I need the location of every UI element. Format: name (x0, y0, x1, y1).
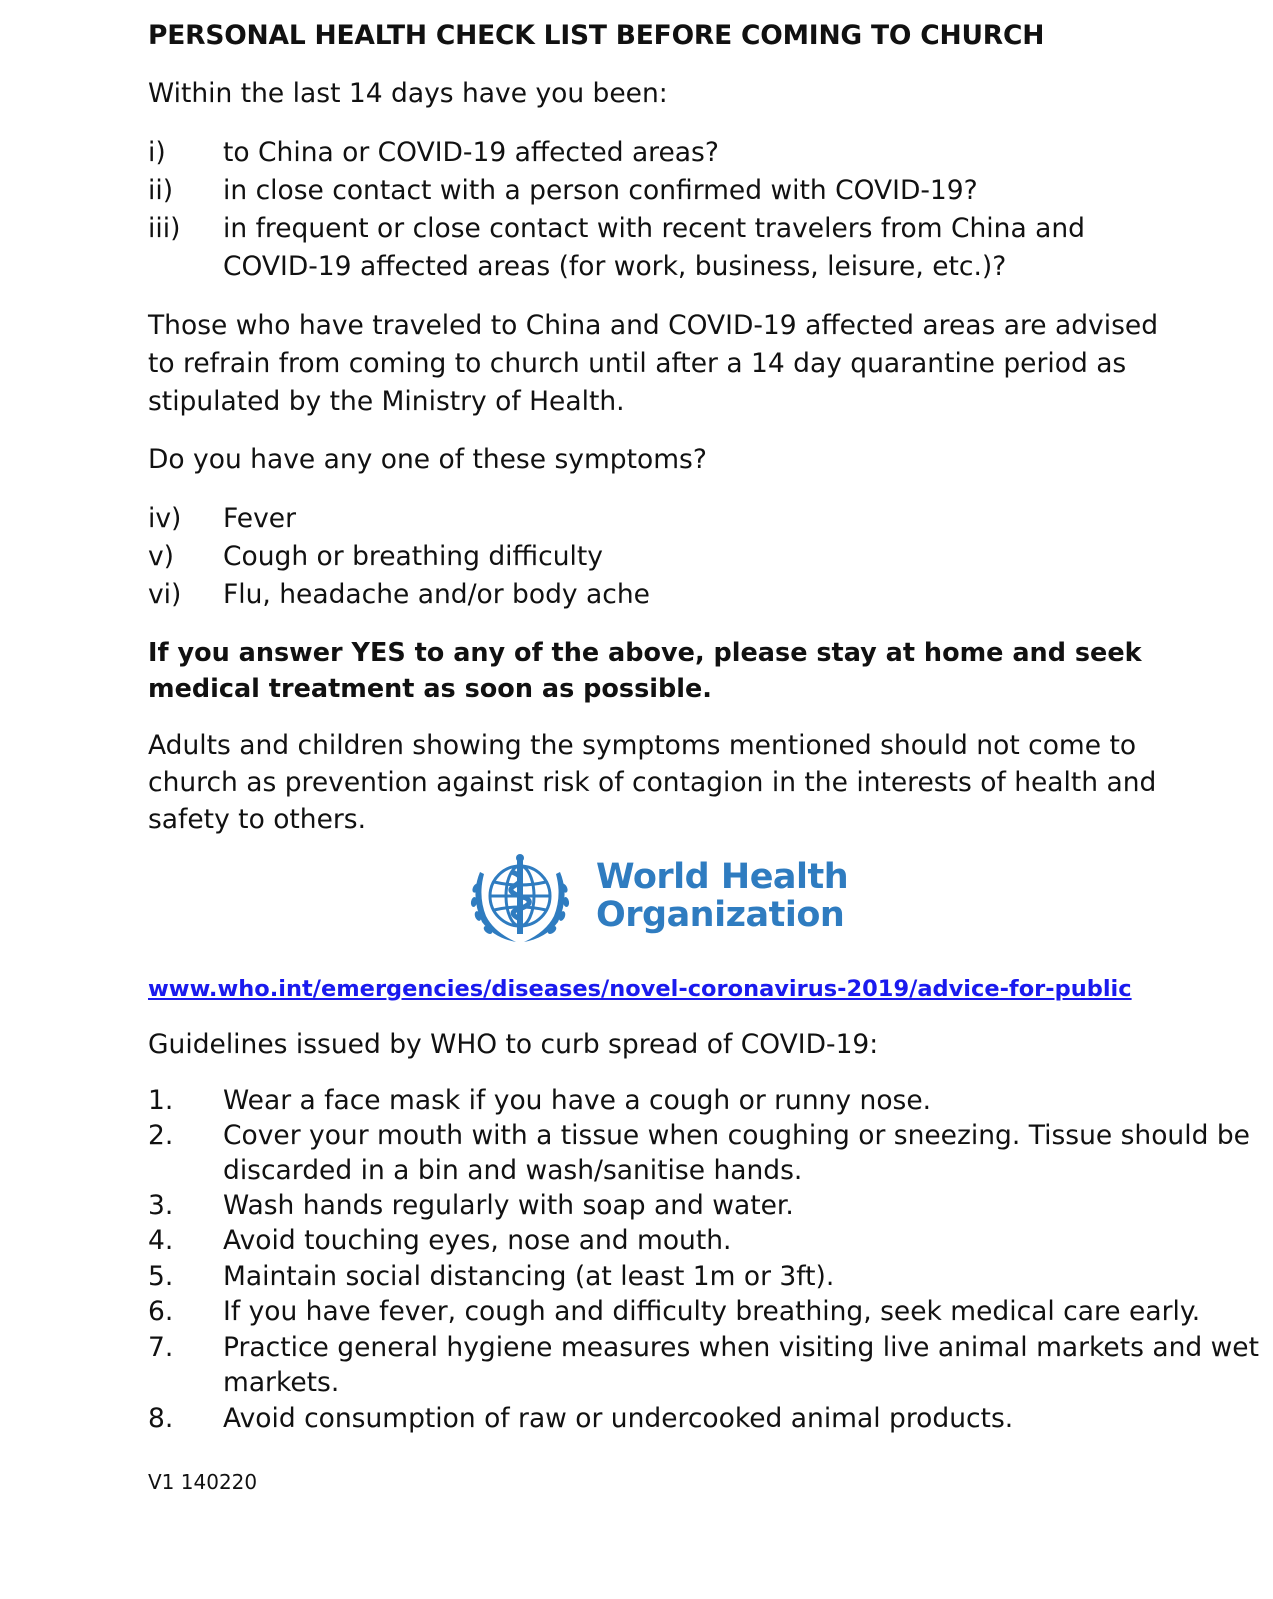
list-item-number: ii) (148, 175, 174, 206)
list-item-text: Maintain social distancing (at least 1m or 3ft). (223, 1261, 835, 1292)
list-item-text: to China or COVID-19 affected areas? (223, 137, 719, 168)
who-advice-link[interactable]: www.who.int/emergencies/diseases/novel-coronavirus-2019/advice-for-public (148, 976, 1132, 1002)
symptoms-question: Do you have any one of these symptoms? (148, 444, 707, 475)
list-item-number: 2. (148, 1120, 174, 1151)
list-item-number: iii) (148, 213, 181, 244)
list-item-number: 1. (148, 1085, 174, 1116)
list-item-text: Cover your mouth with a tissue when coughing or sneezing. Tissue should be (223, 1120, 1250, 1151)
list-item-number: iv) (148, 503, 182, 534)
warning-line: medical treatment as soon as possible. (148, 674, 712, 704)
prevention-note-line: church as prevention against risk of contagion in the interests of health and (148, 767, 1157, 798)
list-item-text: Practice general hygiene measures when visiting live animal markets and wet (223, 1332, 1259, 1363)
list-item-number: 6. (148, 1296, 174, 1327)
list-item-text: in frequent or close contact with recent travelers from China and (223, 213, 1085, 244)
list-item-number: 3. (148, 1190, 174, 1221)
list-item-text: Cough or breathing difficulty (223, 541, 603, 572)
version-label: V1 140220 (148, 1470, 258, 1494)
travel-advice-line: Those who have traveled to China and COVID-19 affected areas are advised (148, 310, 1159, 341)
list-item-number: 7. (148, 1332, 174, 1363)
list-item-text: markets. (223, 1367, 340, 1398)
who-logo-text (596, 858, 848, 934)
list-item-number: i) (148, 137, 166, 168)
list-item-text: If you have fever, cough and difficulty breathing, seek medical care early. (223, 1296, 1201, 1327)
list-item-text: in close contact with a person confirmed with COVID-19? (223, 175, 978, 206)
prevention-note-line: Adults and children showing the symptoms mentioned should not come to (148, 730, 1137, 761)
intro-question: Within the last 14 days have you been: (148, 78, 668, 109)
list-item-text: Avoid touching eyes, nose and mouth. (223, 1225, 732, 1256)
list-item-number: 8. (148, 1403, 174, 1434)
list-item-text: Wash hands regularly with soap and water. (223, 1190, 794, 1221)
travel-advice-line: to refrain from coming to church until after a 14 day quarantine period as (148, 348, 1127, 379)
list-item-text: COVID-19 affected areas (for work, business, leisure, etc.)? (223, 251, 1007, 282)
list-item-number: v) (148, 541, 175, 572)
who-logo-line: Organization (596, 895, 845, 935)
list-item-text: Fever (223, 503, 296, 534)
prevention-note-line: safety to others. (148, 804, 367, 835)
guidelines-heading: Guidelines issued by WHO to curb spread of COVID-19: (148, 1029, 879, 1060)
list-item-text: Avoid consumption of raw or undercooked animal products. (223, 1403, 1014, 1434)
list-item-text: Wear a face mask if you have a cough or runny nose. (223, 1085, 932, 1116)
list-item-text: Flu, headache and/or body ache (223, 579, 650, 610)
who-emblem-icon (464, 852, 576, 948)
document-title: PERSONAL HEALTH CHECK LIST BEFORE COMING TO CHURCH (148, 20, 1045, 51)
list-item-text: discarded in a bin and wash/sanitise hands. (223, 1155, 803, 1186)
list-item-number: 4. (148, 1225, 174, 1256)
list-item-number: 5. (148, 1261, 174, 1292)
warning-line: If you answer YES to any of the above, please stay at home and seek (148, 638, 1142, 668)
list-item-number: vi) (148, 579, 182, 610)
who-logo-line: World Health (596, 857, 849, 897)
travel-advice-line: stipulated by the Ministry of Health. (148, 386, 625, 417)
who-logo (474, 857, 849, 954)
